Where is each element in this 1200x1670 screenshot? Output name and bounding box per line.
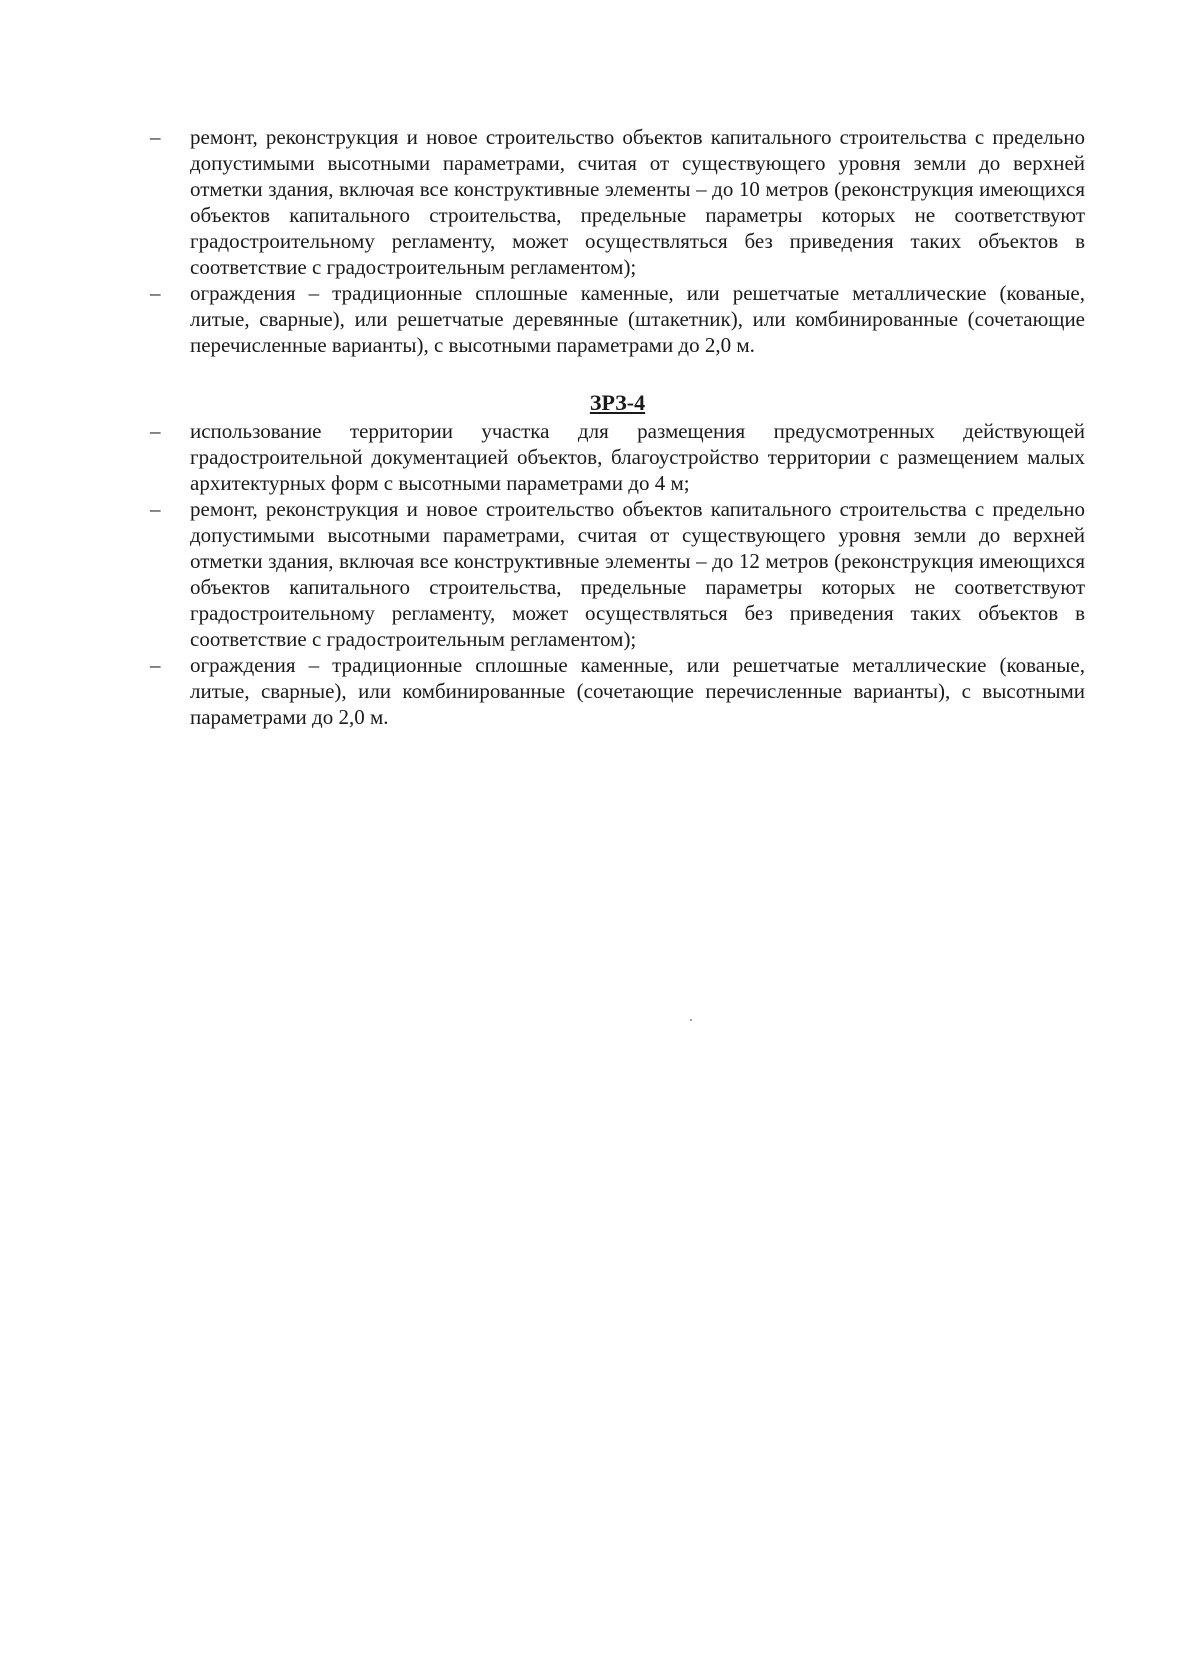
list-item: [150, 496, 1085, 652]
list-item-text: ремонт, реконструкция и новое строительство объектов капитального строительства с предельно допустимыми высотными параметрами, считая от существующего уровня земли до верхней отметки здания, включая все конструктивные элементы – до 10 метров (реконструкция имеющихся объектов капитального строительства, предельные параметры которых не соответствуют градостроительному регламенту, может осуществляться без приведения таких объектов в соответствие с градостроительным регламентом);: [190, 125, 1085, 279]
dash-bullet-icon: –: [150, 653, 161, 677]
section-heading: ЗРЗ-4: [589, 390, 646, 415]
dash-bullet-icon: –: [150, 419, 161, 443]
list-item: [150, 418, 1085, 496]
list-item: [150, 652, 1085, 730]
list-item-text: ремонт, реконструкция и новое строительство объектов капитального строительства с предельно допустимыми высотными параметрами, считая от существующего уровня земли до верхней отметки здания, включая все конструктивные элементы – до 12 метров (реконструкция имеющихся объектов капитального строительства, предельные параметры которых не соответствуют градостроительному регламенту, может осуществляться без приведения таких объектов в соответствие с градостроительным регламентом);: [190, 497, 1085, 651]
document-body: [150, 124, 1085, 730]
list-item: [150, 280, 1085, 358]
dash-bullet-icon: –: [150, 281, 161, 305]
dash-bullet-icon: –: [150, 497, 161, 521]
list-item-text: ограждения – традиционные сплошные каменные, или решетчатые металлические (кованые, литые, сварные), или решетчатые деревянные (штакетник), или комбинированные (сочетающие перечисленные варианты), с высотными параметрами до 2,0 м.: [190, 281, 1085, 357]
section-1-list: [150, 124, 1085, 358]
scan-speck: [690, 1019, 692, 1021]
list-item-text: ограждения – традиционные сплошные каменные, или решетчатые металлические (кованые, литые, сварные), или комбинированные (сочетающие перечисленные варианты), с высотными параметрами до 2,0 м.: [190, 653, 1085, 729]
dash-bullet-icon: –: [150, 125, 161, 149]
list-item: [150, 124, 1085, 280]
section-2-list: [150, 418, 1085, 730]
list-item-text: использование территории участка для размещения предусмотренных действующей градостроительной документацией объектов, благоустройство территории с размещением малых архитектурных форм с высотными параметрами до 4 м;: [190, 419, 1085, 495]
